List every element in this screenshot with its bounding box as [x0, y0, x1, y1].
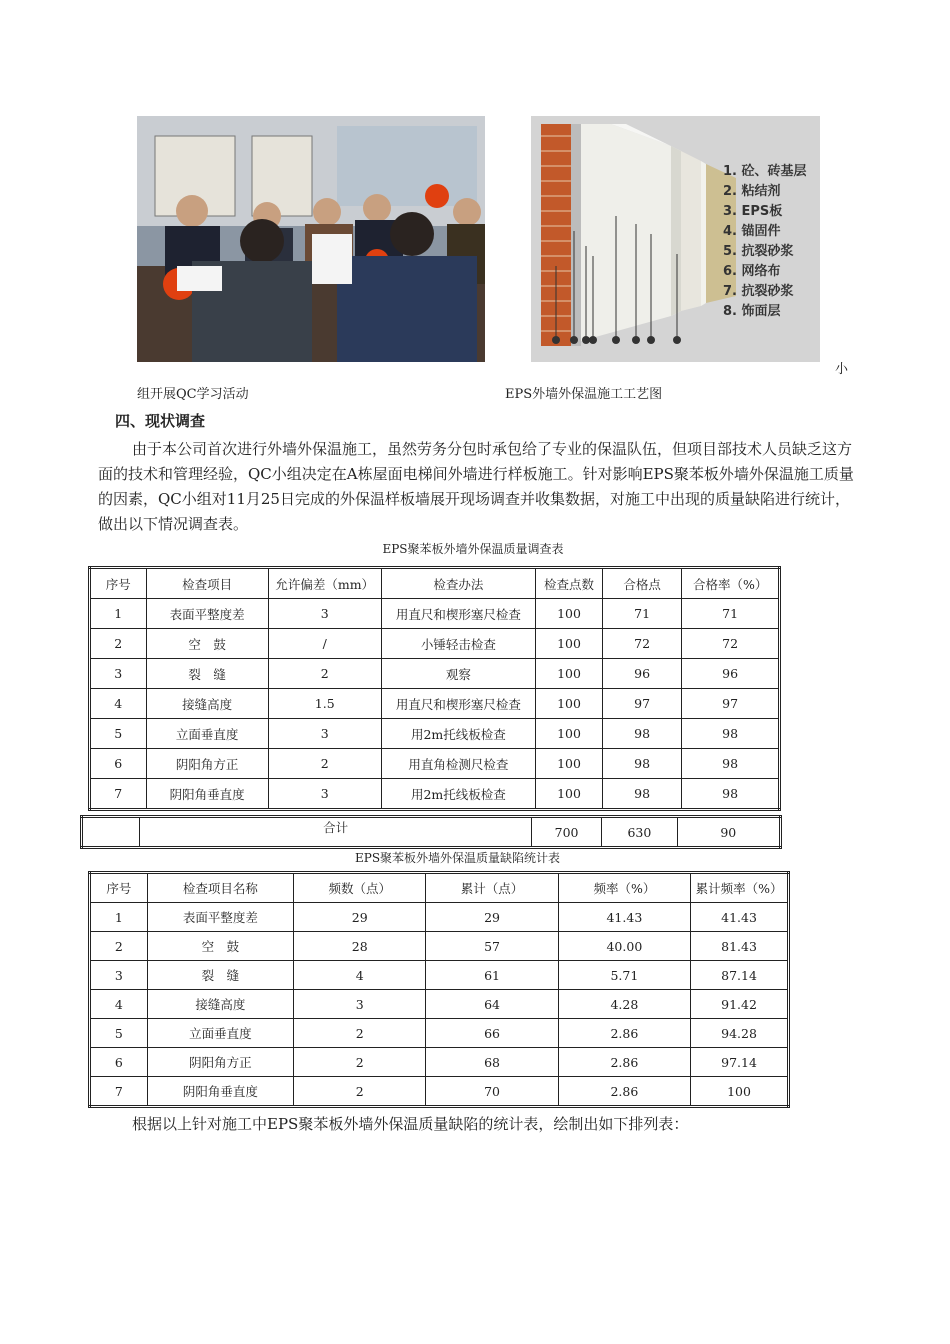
- cell: 6: [90, 749, 147, 779]
- cell: 观察: [381, 659, 536, 689]
- cell: 2: [268, 749, 381, 779]
- table-row: [90, 903, 789, 932]
- cell: 裂 缝: [147, 961, 293, 990]
- cell: 阴阳角方正: [147, 1048, 293, 1077]
- cell: 2: [294, 1019, 426, 1048]
- qc-meeting-photo: [137, 116, 485, 362]
- cell: 6: [90, 1048, 148, 1077]
- cell: 96: [682, 659, 780, 689]
- header-cell: 允许偏差（mm）: [268, 568, 381, 599]
- cell: 68: [426, 1048, 558, 1077]
- table2-caption-wrap: [88, 849, 858, 866]
- cell: 100: [536, 749, 603, 779]
- table1-caption: EPS聚苯板外墙外保温质量调查表: [382, 542, 564, 556]
- cell: 98: [602, 779, 681, 810]
- header-cell: 序号: [90, 568, 147, 599]
- table-row: [90, 629, 780, 659]
- cell: 阴阳角方正: [146, 749, 268, 779]
- cell: 5: [90, 719, 147, 749]
- quality-survey-total-row: [80, 815, 782, 849]
- cell: 98: [682, 779, 780, 810]
- cell: 立面垂直度: [146, 719, 268, 749]
- header-cell: 合格率（%）: [682, 568, 780, 599]
- cell: 表面平整度差: [146, 599, 268, 629]
- cell: 100: [536, 599, 603, 629]
- header-cell: 合格点: [602, 568, 681, 599]
- legend-item: 8. 饰面层: [723, 304, 781, 319]
- header-cell: 累计频率（%）: [691, 873, 789, 903]
- cell: 40.00: [558, 932, 690, 961]
- eps-process-diagram: [531, 116, 820, 362]
- cell: 98: [682, 749, 780, 779]
- cell: 4: [294, 961, 426, 990]
- header-cell: 检查项目: [146, 568, 268, 599]
- cell: 98: [682, 719, 780, 749]
- cell: 100: [536, 629, 603, 659]
- table2-caption: EPS聚苯板外墙外保温质量缺陷统计表: [355, 851, 561, 865]
- cell: 29: [426, 903, 558, 932]
- table-header-row: [90, 568, 780, 599]
- photo-caption: 组开展QC学习活动: [137, 387, 249, 402]
- table-row: [90, 1077, 789, 1107]
- table-row: [90, 659, 780, 689]
- cell: 阴阳角垂直度: [146, 779, 268, 810]
- header-cell: 检查项目名称: [147, 873, 293, 903]
- cell: 98: [602, 719, 681, 749]
- cell: 91.42: [691, 990, 789, 1019]
- cell: 立面垂直度: [147, 1019, 293, 1048]
- cell: 用直尺和楔形塞尺检查: [381, 689, 536, 719]
- cell: /: [268, 629, 381, 659]
- cell: 28: [294, 932, 426, 961]
- table-row: [90, 1048, 789, 1077]
- header-cell: 检查办法: [381, 568, 536, 599]
- stray-char: 小: [835, 362, 849, 377]
- defect-statistics-table: [88, 871, 790, 1108]
- cell: 41.43: [691, 903, 789, 932]
- cell: 用直尺和楔形塞尺检查: [381, 599, 536, 629]
- cell: 94.28: [691, 1019, 789, 1048]
- cell: 阴阳角垂直度: [147, 1077, 293, 1107]
- cell: 41.43: [558, 903, 690, 932]
- cell: 1.5: [268, 689, 381, 719]
- cell: 96: [602, 659, 681, 689]
- diagram-legend: [723, 160, 807, 320]
- cell: 3: [268, 599, 381, 629]
- cell: 100: [536, 779, 603, 810]
- cell: 2.86: [558, 1077, 690, 1107]
- cell: 100: [536, 719, 603, 749]
- cell: 71: [602, 599, 681, 629]
- cell: 3: [90, 659, 147, 689]
- cell: 2.86: [558, 1048, 690, 1077]
- table-row: [90, 719, 780, 749]
- cell: 用2m托线板检查: [381, 779, 536, 810]
- intro-paragraph: 由于本公司首次进行外墙外保温施工，虽然劳务分包时承包给了专业的保温队伍，但项目部技术人员缺乏这方面的技术和管理经验，QC小组决定在A栋屋面电梯间外墙进行样板施工。针对影响EPS聚苯板外墙外保温施工质量的因素，QC小组对11月25日完成的外保温样板墙展开现场调查并收集数据，对施工中出现的质量缺陷进行统计，做出以下情况调查表。: [98, 440, 854, 533]
- cell: 7: [90, 779, 147, 810]
- cell: 71: [682, 599, 780, 629]
- cell: 29: [294, 903, 426, 932]
- cell: 接缝高度: [147, 990, 293, 1019]
- cell: 用直角检测尺检查: [381, 749, 536, 779]
- cell: 100: [536, 659, 603, 689]
- legend-item: 6. 网络布: [723, 264, 781, 279]
- header-cell: 频率（%）: [558, 873, 690, 903]
- table-row: [90, 932, 789, 961]
- legend-item: 5. 抗裂砂浆: [723, 244, 794, 259]
- header-cell: 频数（点）: [294, 873, 426, 903]
- cell: 97: [682, 689, 780, 719]
- cell: 2: [90, 932, 148, 961]
- cell: 5.71: [558, 961, 690, 990]
- header-cell: 检查点数: [536, 568, 603, 599]
- diagram-caption: EPS外墙外保温施工工艺图: [505, 387, 663, 402]
- cell: 4: [90, 990, 148, 1019]
- table-row: [90, 961, 789, 990]
- cell: 87.14: [691, 961, 789, 990]
- cell: 4: [90, 689, 147, 719]
- cell: 61: [426, 961, 558, 990]
- cell: 空 鼓: [146, 629, 268, 659]
- total-points: 700: [531, 817, 601, 848]
- cell: 98: [602, 749, 681, 779]
- cell: 1: [90, 599, 147, 629]
- total-label: 合计: [140, 817, 532, 848]
- legend-item: 3. EPS板: [723, 204, 783, 219]
- cell: 2: [294, 1048, 426, 1077]
- cell: 2.86: [558, 1019, 690, 1048]
- legend-item: 2. 粘结剂: [723, 184, 781, 199]
- table-total-row: [82, 817, 781, 848]
- table-row: [90, 1019, 789, 1048]
- closing-paragraph: 根据以上针对施工中EPS聚苯板外墙外保温质量缺陷的统计表，绘制出如下排列表：: [132, 1115, 689, 1133]
- cell: 4.28: [558, 990, 690, 1019]
- cell: 1: [90, 903, 148, 932]
- cell: 57: [426, 932, 558, 961]
- legend-item: 7. 抗裂砂浆: [723, 284, 794, 299]
- cell: 100: [536, 689, 603, 719]
- header-cell: 序号: [90, 873, 148, 903]
- table-row: [90, 990, 789, 1019]
- cell: 接缝高度: [146, 689, 268, 719]
- cell: [82, 817, 140, 848]
- cell: 5: [90, 1019, 148, 1048]
- table-row: [90, 749, 780, 779]
- table-header-row: [90, 873, 789, 903]
- cell: 2: [90, 629, 147, 659]
- cell: 7: [90, 1077, 148, 1107]
- cell: 2: [294, 1077, 426, 1107]
- cell: 裂 缝: [146, 659, 268, 689]
- cell: 用2m托线板检查: [381, 719, 536, 749]
- cell: 小锤轻击检查: [381, 629, 536, 659]
- cell: 72: [682, 629, 780, 659]
- cell: 3: [90, 961, 148, 990]
- cell: 3: [268, 719, 381, 749]
- cell: 70: [426, 1077, 558, 1107]
- cell: 2: [268, 659, 381, 689]
- cell: 64: [426, 990, 558, 1019]
- cell: 97.14: [691, 1048, 789, 1077]
- total-pass: 630: [602, 817, 677, 848]
- table-row: [90, 599, 780, 629]
- cell: 100: [691, 1077, 789, 1107]
- cell: 3: [294, 990, 426, 1019]
- cell: 66: [426, 1019, 558, 1048]
- cell: 97: [602, 689, 681, 719]
- cell: 表面平整度差: [147, 903, 293, 932]
- total-rate: 90: [677, 817, 780, 848]
- cell: 81.43: [691, 932, 789, 961]
- cell: 72: [602, 629, 681, 659]
- section-heading: 四、现状调查: [115, 412, 206, 430]
- header-cell: 累计（点）: [426, 873, 558, 903]
- legend-item: 1. 砼、砖基层: [723, 164, 807, 179]
- table1-caption-wrap: [88, 540, 858, 557]
- legend-item: 4. 锚固件: [723, 224, 781, 239]
- cell: 空 鼓: [147, 932, 293, 961]
- cell: 3: [268, 779, 381, 810]
- table-row: [90, 689, 780, 719]
- table-row: [90, 779, 780, 810]
- quality-survey-table: [88, 566, 781, 811]
